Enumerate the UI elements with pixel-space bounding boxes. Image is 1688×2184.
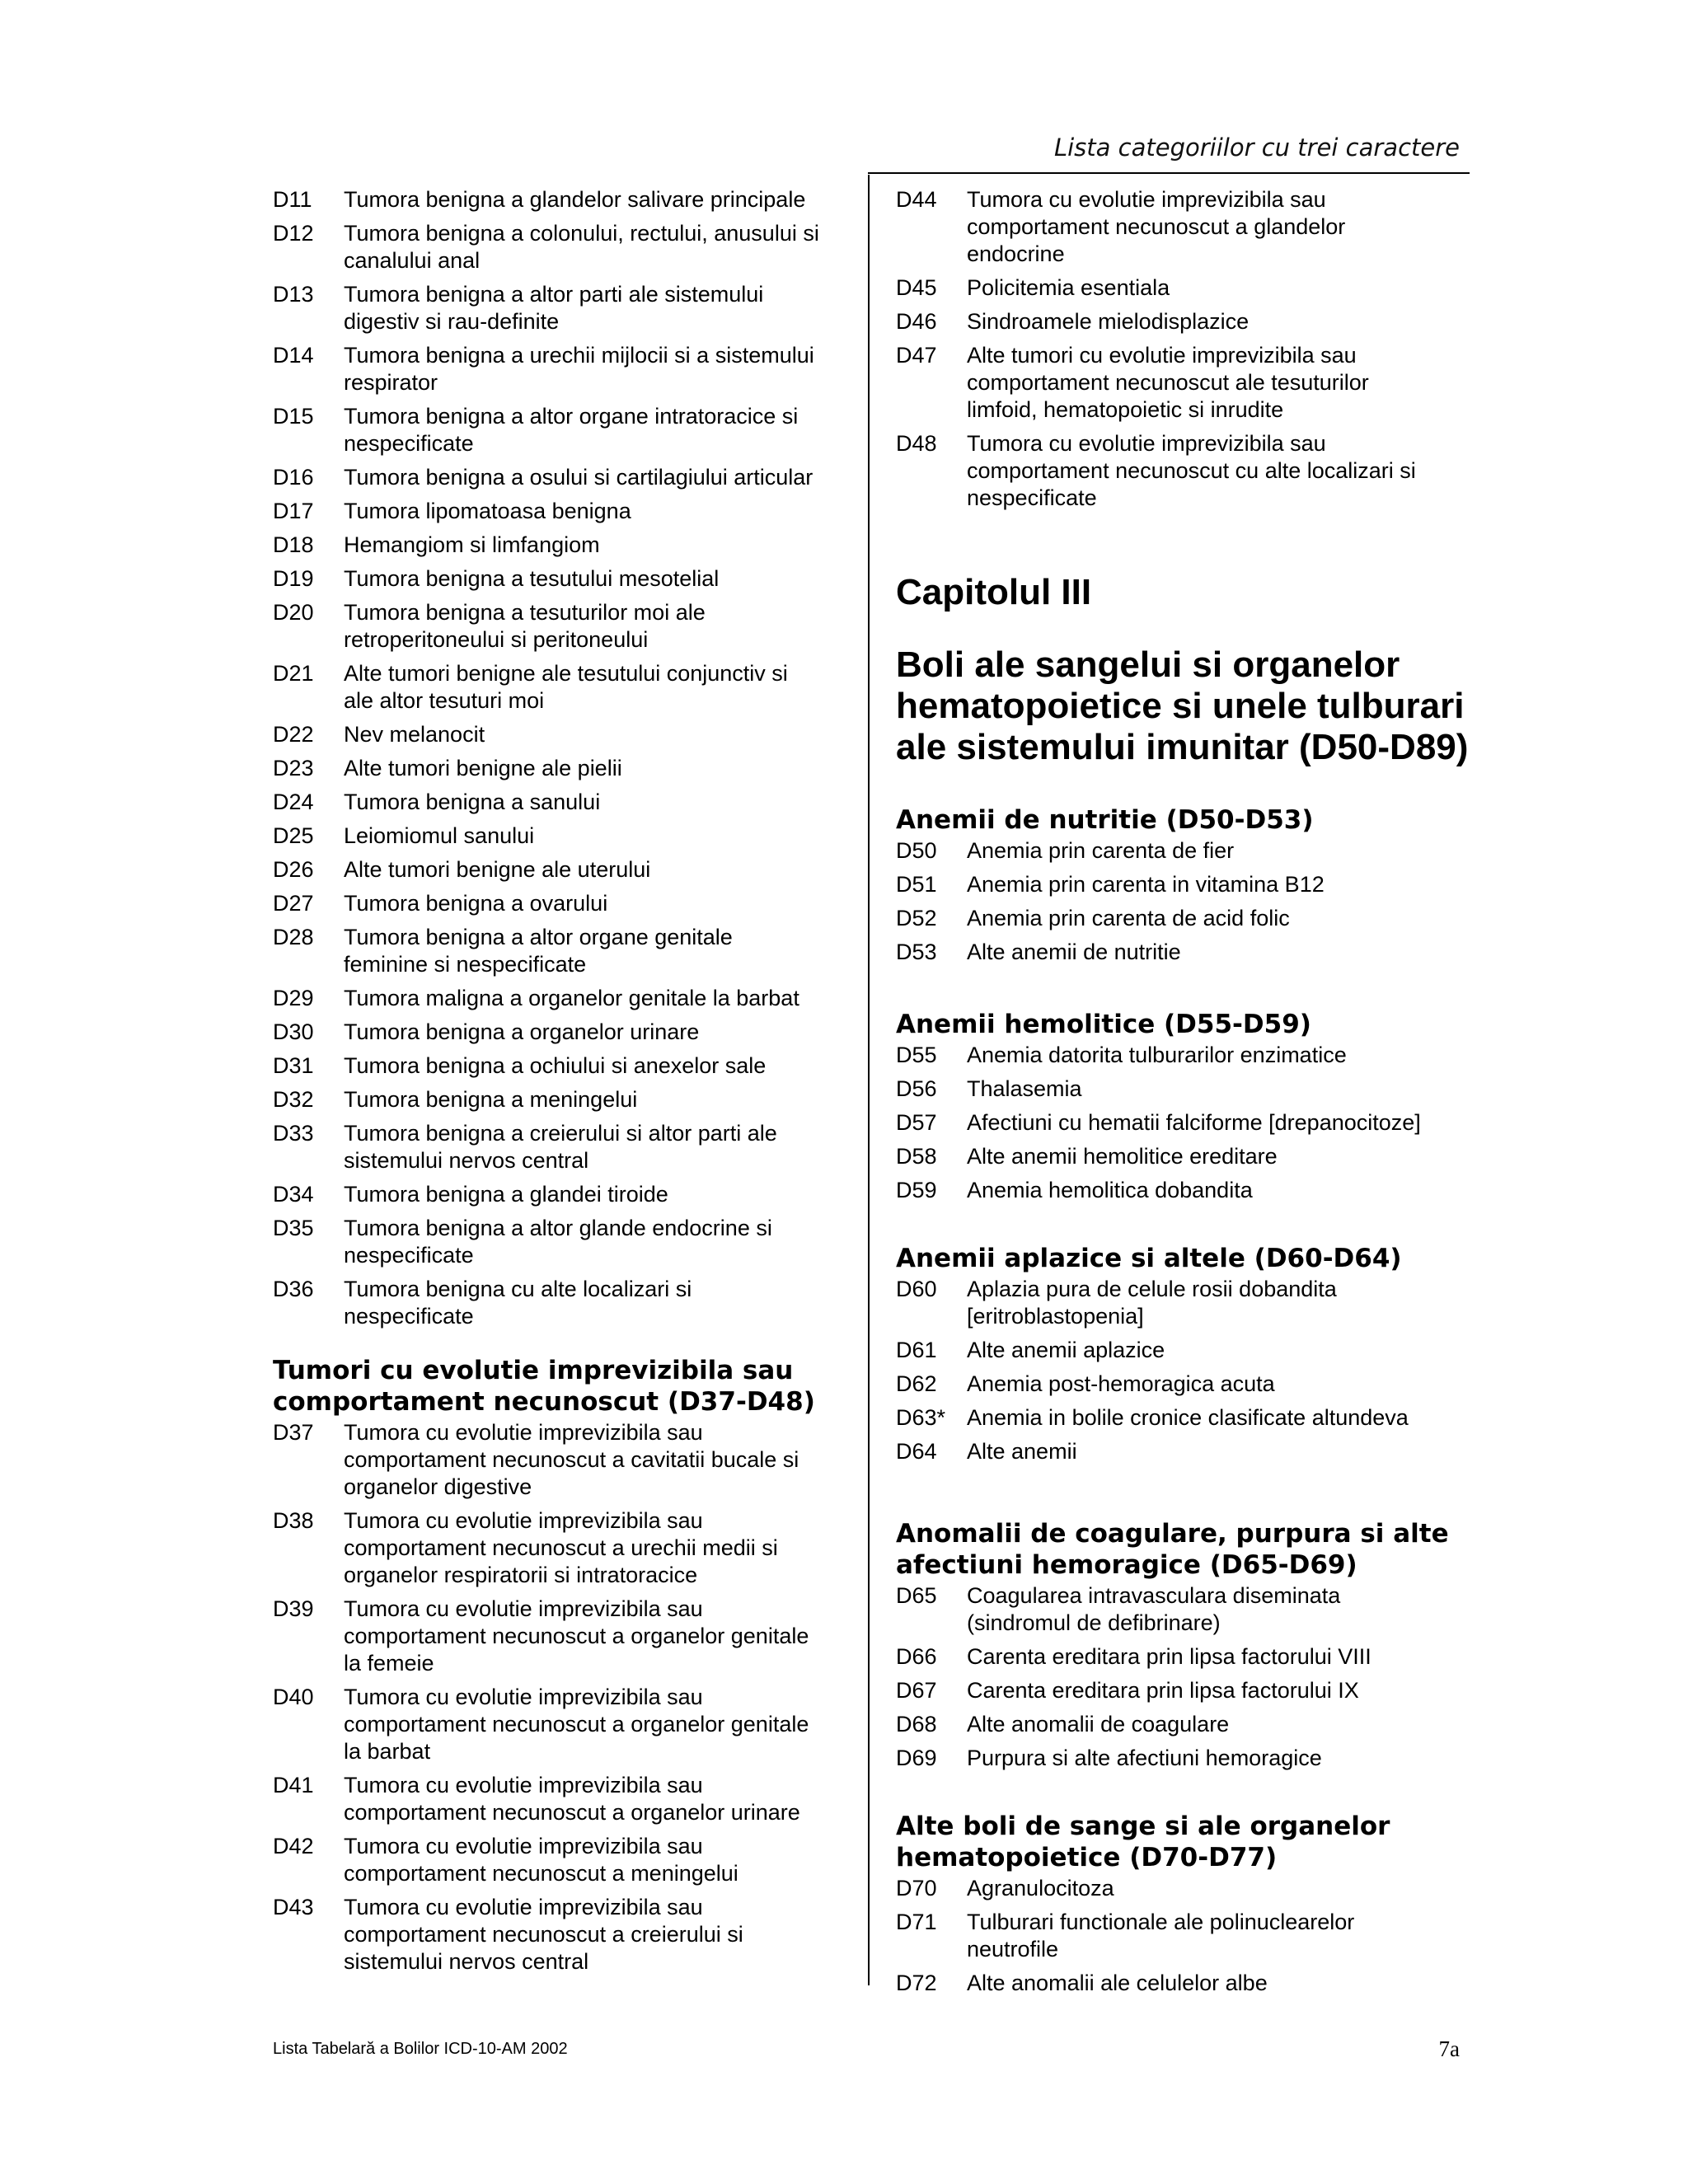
entry-description: Tumora benigna a glandelor salivare principale bbox=[344, 187, 806, 212]
entry-code: D28 bbox=[273, 925, 314, 949]
entry-code: D38 bbox=[273, 1508, 314, 1533]
entry-description: Tumora benigna a altor organe genitale feminine si nespecificate bbox=[344, 925, 733, 977]
section-heading: Anemii de nutritie (D50-D53) bbox=[896, 805, 1314, 835]
entry-description: Tumora benigna a organelor urinare bbox=[344, 1019, 700, 1044]
entry-description: Tumora benigna a creierului si altor parti ale sistemului nervos central bbox=[344, 1121, 777, 1173]
entry-description: Leiomiomul sanului bbox=[344, 823, 535, 848]
entry-code: D47 bbox=[896, 343, 937, 368]
entry-code: D13 bbox=[273, 282, 314, 307]
entry-code: D45 bbox=[896, 275, 937, 300]
section-heading: Tumori cu evolutie imprevizibila sau comportament necunoscut (D37-D48) bbox=[273, 1356, 815, 1417]
entry-code: D66 bbox=[896, 1644, 937, 1669]
entry-description: Carenta ereditara prin lipsa factorului IX bbox=[967, 1678, 1359, 1703]
entry-code: D46 bbox=[896, 309, 937, 334]
entry-code: D22 bbox=[273, 722, 314, 747]
entry-description: Agranulocitoza bbox=[967, 1876, 1114, 1900]
entry-description: Alte tumori benigne ale tesutului conjunctiv si ale altor tesuturi moi bbox=[344, 661, 788, 713]
entry-description: Tumora benigna a osului si cartilagiului articular bbox=[344, 465, 814, 490]
entry-description: Aplazia pura de celule rosii dobandita [eritroblastopenia] bbox=[967, 1277, 1337, 1329]
entry-code: D52 bbox=[896, 906, 937, 930]
entry-description: Anemia prin carenta in vitamina B12 bbox=[967, 872, 1325, 897]
entry-description: Purpura si alte afectiuni hemoragice bbox=[967, 1746, 1322, 1770]
entry-code: D20 bbox=[273, 600, 314, 625]
entry-code: D24 bbox=[273, 790, 314, 814]
entry-code: D70 bbox=[896, 1876, 937, 1900]
entry-description: Policitemia esentiala bbox=[967, 275, 1170, 300]
entry-code: D41 bbox=[273, 1773, 314, 1797]
entry-description: Tumora benigna a meningelui bbox=[344, 1087, 638, 1112]
entry-code: D64 bbox=[896, 1439, 937, 1464]
entry-description: Tumora benigna a tesutului mesotelial bbox=[344, 566, 720, 591]
entry-description: Tulburari functionale ale polinuclearelor neutrofile bbox=[967, 1910, 1355, 1961]
entry-description: Alte tumori benigne ale uterului bbox=[344, 857, 651, 882]
entry-description: Alte anemii aplazice bbox=[967, 1338, 1165, 1362]
entry-code: D50 bbox=[896, 838, 937, 863]
entry-code: D15 bbox=[273, 404, 314, 429]
entry-description: Thalasemia bbox=[967, 1076, 1082, 1101]
entry-code: D40 bbox=[273, 1685, 314, 1709]
entry-code: D27 bbox=[273, 891, 314, 916]
entry-code: D44 bbox=[896, 187, 937, 212]
entry-description: Anemia in bolile cronice clasificate altundeva bbox=[967, 1405, 1409, 1430]
entry-description: Anemia prin carenta de acid folic bbox=[967, 906, 1290, 930]
entry-code: D71 bbox=[896, 1910, 937, 1934]
entry-description: Tumora cu evolutie imprevizibila sau comportament necunoscut a organelor genitale la femeie bbox=[344, 1596, 809, 1675]
entry-description: Anemia post-hemoragica acuta bbox=[967, 1371, 1275, 1396]
entry-code: D65 bbox=[896, 1583, 937, 1608]
entry-description: Tumora benigna a altor organe intratoracice si nespecificate bbox=[344, 404, 799, 456]
entry-code: D29 bbox=[273, 986, 314, 1010]
entry-description: Anemia datorita tulburarilor enzimatice bbox=[967, 1043, 1347, 1067]
entry-code: D62 bbox=[896, 1371, 937, 1396]
entry-description: Tumora cu evolutie imprevizibila sau comportament necunoscut a organelor urinare bbox=[344, 1773, 800, 1825]
entry-code: D26 bbox=[273, 857, 314, 882]
entry-description: Tumora benigna a ochiului si anexelor sale bbox=[344, 1053, 767, 1078]
entry-description: Coagularea intravasculara diseminata (sindromul de defibrinare) bbox=[967, 1583, 1341, 1635]
entry-code: D18 bbox=[273, 532, 314, 557]
entry-code: D67 bbox=[896, 1678, 937, 1703]
entry-code: D60 bbox=[896, 1277, 937, 1301]
entry-code: D37 bbox=[273, 1420, 314, 1445]
entry-code: D59 bbox=[896, 1178, 937, 1202]
entry-code: D34 bbox=[273, 1182, 314, 1207]
entry-description: Afectiuni cu hematii falciforme [drepanocitoze] bbox=[967, 1110, 1421, 1135]
entry-code: D51 bbox=[896, 872, 937, 897]
entry-code: D58 bbox=[896, 1144, 937, 1169]
entry-code: D31 bbox=[273, 1053, 314, 1078]
entry-code: D21 bbox=[273, 661, 314, 686]
entry-code: D42 bbox=[273, 1834, 314, 1858]
entry-code: D35 bbox=[273, 1216, 314, 1240]
entry-description: Tumora maligna a organelor genitale la barbat bbox=[344, 986, 799, 1010]
entry-code: D32 bbox=[273, 1087, 314, 1112]
entry-description: Tumora cu evolutie imprevizibila sau comportament necunoscut a glandelor endocrine bbox=[967, 187, 1346, 266]
running-header: Lista categoriilor cu trei caractere bbox=[1053, 134, 1460, 162]
entry-code: D55 bbox=[896, 1043, 937, 1067]
entry-description: Alte anemii bbox=[967, 1439, 1077, 1464]
entry-description: Alte tumori benigne ale pielii bbox=[344, 756, 622, 780]
entry-description: Tumora benigna a ovarului bbox=[344, 891, 608, 916]
entry-description: Alte anomalii de coagulare bbox=[967, 1712, 1230, 1736]
entry-description: Alte anemii de nutritie bbox=[967, 940, 1181, 964]
entry-code: D19 bbox=[273, 566, 314, 591]
entry-code: D63* bbox=[896, 1405, 946, 1430]
entry-code: D30 bbox=[273, 1019, 314, 1044]
entry-code: D11 bbox=[273, 187, 312, 212]
entry-code: D53 bbox=[896, 940, 937, 964]
entry-code: D61 bbox=[896, 1338, 937, 1362]
entry-code: D43 bbox=[273, 1895, 314, 1919]
entry-description: Alte tumori cu evolutie imprevizibila sau comportament necunoscut ale tesuturilor limfoid, hematopoietic si inrudite bbox=[967, 343, 1369, 422]
entry-description: Tumora benigna a sanului bbox=[344, 790, 601, 814]
entry-code: D17 bbox=[273, 499, 314, 523]
entry-code: D56 bbox=[896, 1076, 937, 1101]
entry-code: D68 bbox=[896, 1712, 937, 1736]
entry-description: Sindroamele mielodisplazice bbox=[967, 309, 1250, 334]
entry-description: Tumora benigna a glandei tiroide bbox=[344, 1182, 668, 1207]
entry-description: Hemangiom si limfangiom bbox=[344, 532, 600, 557]
entry-description: Tumora benigna cu alte localizari si nespecificate bbox=[344, 1277, 692, 1329]
entry-description: Tumora cu evolutie imprevizibila sau comportament necunoscut cu alte localizari si nespecificate bbox=[967, 431, 1416, 510]
entry-code: D14 bbox=[273, 343, 314, 368]
entry-description: Tumora cu evolutie imprevizibila sau comportament necunoscut a urechii medii si organelor respiratorii si intratoracice bbox=[344, 1508, 778, 1587]
entry-code: D16 bbox=[273, 465, 314, 490]
entry-description: Tumora lipomatoasa benigna bbox=[344, 499, 631, 523]
entry-code: D23 bbox=[273, 756, 314, 780]
entry-code: D48 bbox=[896, 431, 937, 456]
entry-description: Anemia prin carenta de fier bbox=[967, 838, 1235, 863]
entry-code: D25 bbox=[273, 823, 314, 848]
entry-description: Tumora cu evolutie imprevizibila sau comportament necunoscut a meningelui bbox=[344, 1834, 738, 1886]
entry-description: Tumora benigna a colonului, rectului, anusului si canalului anal bbox=[344, 221, 819, 273]
entry-description: Tumora cu evolutie imprevizibila sau comportament necunoscut a organelor genitale la barbat bbox=[344, 1685, 809, 1764]
entry-description: Tumora benigna a urechii mijlocii si a sistemului respirator bbox=[344, 343, 814, 395]
entry-description: Tumora benigna a altor glande endocrine si nespecificate bbox=[344, 1216, 772, 1268]
entry-code: D57 bbox=[896, 1110, 937, 1135]
footer-title: Lista Tabelară a Bolilor ICD-10-AM 2002 bbox=[273, 2040, 568, 2058]
page-number: 7a bbox=[1438, 2036, 1460, 2061]
entry-code: D39 bbox=[273, 1596, 314, 1621]
entry-code: D69 bbox=[896, 1746, 937, 1770]
section-heading: Anemii aplazice si altele (D60-D64) bbox=[896, 1244, 1402, 1273]
section-heading: Alte boli de sange si ale organelor hematopoietice (D70-D77) bbox=[896, 1811, 1390, 1872]
entry-description: Anemia hemolitica dobandita bbox=[967, 1178, 1253, 1202]
entry-description: Alte anemii hemolitice ereditare bbox=[967, 1144, 1278, 1169]
entry-code: D36 bbox=[273, 1277, 314, 1301]
section-heading: Anomalii de coagulare, purpura si alte afectiuni hemoragice (D65-D69) bbox=[896, 1519, 1449, 1580]
entry-code: D12 bbox=[273, 221, 314, 246]
entry-description: Tumora benigna a altor parti ale sistemului digestiv si rau-definite bbox=[344, 282, 764, 334]
chapter-subtitle: Boli ale sangelui si organelor hematopoietice si unele tulburari ale sistemului imunitar (D50-D89) bbox=[896, 644, 1469, 767]
section-heading: Anemii hemolitice (D55-D59) bbox=[896, 1010, 1311, 1039]
entry-description: Alte anomalii ale celulelor albe bbox=[967, 1971, 1268, 1995]
entry-description: Tumora cu evolutie imprevizibila sau comportament necunoscut a cavitatii bucale si organelor digestive bbox=[344, 1420, 799, 1499]
entry-description: Tumora benigna a tesuturilor moi ale retroperitoneului si peritoneului bbox=[344, 600, 706, 652]
entry-description: Tumora cu evolutie imprevizibila sau comportament necunoscut a creierului si sistemului nervos central bbox=[344, 1895, 743, 1974]
entry-code: D72 bbox=[896, 1971, 937, 1995]
chapter-title: Capitolul III bbox=[896, 572, 1092, 612]
entry-description: Carenta ereditara prin lipsa factorului VIII bbox=[967, 1644, 1372, 1669]
header-rule bbox=[868, 172, 1470, 174]
entry-code: D33 bbox=[273, 1121, 314, 1146]
column-divider bbox=[868, 175, 870, 1985]
entry-description: Nev melanocit bbox=[344, 722, 485, 747]
